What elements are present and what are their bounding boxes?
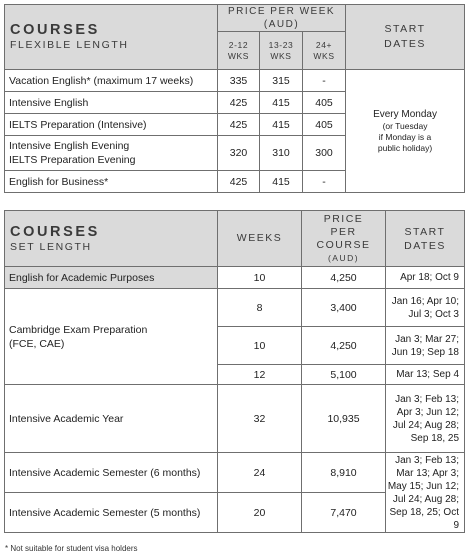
date-line: Sep 18, 25: [410, 432, 459, 444]
set-header-title: [5, 211, 218, 267]
flex-start-dates-label: START DATES: [384, 23, 426, 50]
weeks-cell: 24: [218, 453, 302, 493]
price-cell: 4,250: [302, 327, 386, 365]
date-line: Jan 3; Feb 13;: [395, 393, 459, 405]
course-name: [5, 289, 218, 385]
set-title: COURSES: [10, 223, 100, 240]
course-name: Intensive Academic Semester (5 months): [5, 493, 218, 533]
date-line: Sep 18, 25; Oct 9: [389, 506, 459, 531]
price-cell: 405: [303, 114, 346, 136]
weeks-cell: 32: [218, 385, 302, 453]
price-per-week-header: PRICE PER WEEK (AUD): [218, 5, 346, 32]
price-cell: 8,910: [302, 453, 386, 493]
price-cell: 315: [260, 70, 303, 92]
price-cell: 300: [303, 136, 346, 171]
dates-cell: [386, 453, 465, 533]
course-name: [5, 136, 218, 171]
table-row: [5, 453, 465, 493]
price-cell: 3,400: [302, 289, 386, 327]
price-cell: -: [303, 171, 346, 193]
course-name: Intensive English: [5, 92, 218, 114]
col-unit: WKS: [227, 50, 250, 61]
course-name-line1: Intensive English Evening: [9, 140, 130, 152]
col-unit: WKS: [313, 50, 335, 61]
table-row: [5, 385, 465, 453]
date-line: Mar 13; Sep 4: [396, 369, 459, 380]
price-cell: 4,250: [302, 267, 386, 289]
col-13-23-weeks: [260, 32, 303, 70]
price-cell: 415: [260, 92, 303, 114]
course-name: Intensive Academic Semester (6 months): [5, 453, 218, 493]
set-length-table: [4, 210, 465, 533]
every-monday: Every Monday: [373, 108, 437, 120]
course-name: IELTS Preparation (Intensive): [5, 114, 218, 136]
date-line: May 15; Jun 12;: [387, 480, 459, 492]
price-per-course-header: [302, 211, 386, 267]
price-cell: 5,100: [302, 365, 386, 385]
flexible-length-table: [4, 4, 465, 193]
date-line: Mar 13; Apr 3;: [396, 467, 459, 479]
start-header-line2: DATES: [404, 239, 446, 252]
price-cell: 425: [218, 171, 260, 193]
price-cell: 425: [218, 92, 260, 114]
course-name-line1: Cambridge Exam Preparation: [9, 323, 148, 336]
price-cell: 405: [303, 92, 346, 114]
every-monday-cell: [346, 70, 465, 193]
col-range: 24+: [315, 39, 333, 50]
price-cell: -: [303, 70, 346, 92]
weeks-header: WEEKS: [218, 211, 302, 267]
weeks-cell: 20: [218, 493, 302, 533]
set-subtitle: SET LENGTH: [10, 240, 92, 253]
price-cell: 310: [260, 136, 303, 171]
flex-start-dates-header: [346, 5, 465, 70]
weeks-cell: 12: [218, 365, 302, 385]
col-range: 13-23: [268, 39, 294, 50]
price-cell: 335: [218, 70, 260, 92]
table-row: [5, 70, 465, 92]
col-range: 2-12: [228, 39, 249, 50]
course-name: English for Academic Purposes: [5, 267, 218, 289]
start-header-line1: START: [404, 225, 446, 238]
dates-cell: [386, 385, 465, 453]
price-cell: 425: [218, 114, 260, 136]
weeks-cell: 8: [218, 289, 302, 327]
col-unit: WKS: [270, 50, 292, 61]
dates-cell: [386, 289, 465, 327]
date-line: Apr 18; Oct 9: [400, 272, 459, 283]
date-line: Jul 24; Aug 28;: [392, 419, 459, 431]
holiday-note-2: if Monday is a: [378, 131, 432, 142]
flex-header-title: [5, 5, 218, 70]
price-header-line2: PER COURSE: [316, 225, 371, 251]
date-line: Jul 24; Aug 28;: [392, 493, 459, 505]
price-cell: 10,935: [302, 385, 386, 453]
course-name: Vacation English* (maximum 17 weeks): [5, 70, 218, 92]
weeks-cell: 10: [218, 267, 302, 289]
table-row: [5, 267, 465, 289]
price-cell: 415: [260, 114, 303, 136]
holiday-note-1: (or Tuesday: [382, 120, 428, 131]
price-cell: 320: [218, 136, 260, 171]
holiday-note-3: public holiday): [377, 142, 433, 153]
footnote: * Not suitable for student visa holders: [5, 544, 138, 553]
dates-cell: [386, 267, 465, 289]
price-cell: 7,470: [302, 493, 386, 533]
course-name-line2: IELTS Preparation Evening: [9, 154, 136, 166]
date-line: Apr 3; Jun 12;: [396, 406, 459, 418]
course-name-line2: (FCE, CAE): [9, 337, 65, 350]
col-24plus-weeks: [303, 32, 346, 70]
dates-cell: [386, 365, 465, 385]
date-line: Jan 3; Feb 13;: [395, 454, 459, 466]
course-name: Intensive Academic Year: [5, 385, 218, 453]
date-line: Jul 3; Oct 3: [408, 308, 459, 320]
weeks-cell: 10: [218, 327, 302, 365]
date-line: Jan 16; Apr 10;: [391, 295, 459, 307]
table-row: [5, 289, 465, 327]
course-name: English for Business*: [5, 171, 218, 193]
set-start-dates-header: [386, 211, 465, 267]
col-2-12-weeks: [218, 32, 260, 70]
price-cell: 415: [260, 171, 303, 193]
price-header-line3: (AUD): [327, 252, 360, 263]
dates-cell: [386, 327, 465, 365]
flex-subtitle: FLEXIBLE LENGTH: [10, 39, 129, 51]
date-line: Jan 3; Mar 27;: [395, 333, 459, 345]
flex-title: COURSES: [10, 22, 100, 38]
price-header-line1: PRICE: [323, 212, 364, 225]
date-line: Jun 19; Sep 18: [391, 346, 459, 358]
